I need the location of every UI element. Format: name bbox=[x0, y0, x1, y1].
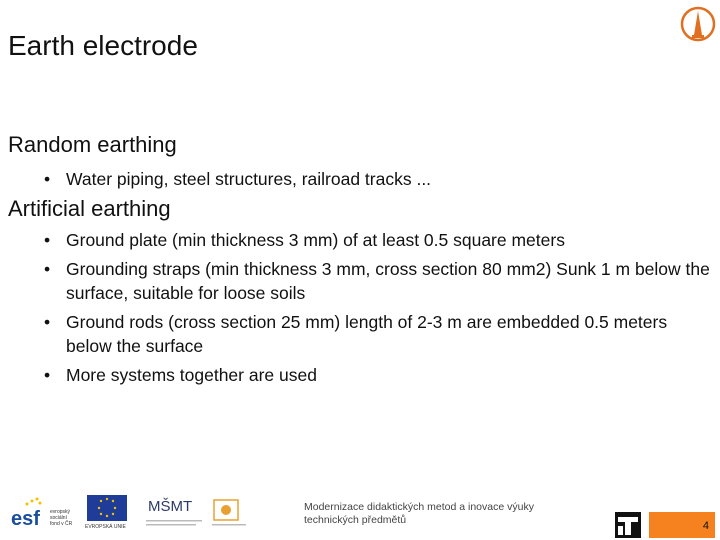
list-item bbox=[44, 310, 714, 358]
list-item bbox=[44, 167, 714, 191]
bullet-icon: • bbox=[44, 365, 51, 385]
footer-text-line: technických předmětů bbox=[304, 514, 407, 526]
eu-flag-icon bbox=[84, 494, 136, 530]
bullet-icon: • bbox=[44, 259, 51, 279]
esf-small-text: fond v ČR bbox=[50, 521, 73, 527]
list-item bbox=[44, 228, 714, 252]
artificial-earthing-list bbox=[44, 228, 714, 392]
msmt-logo-text: MŠMT bbox=[148, 498, 193, 515]
list-item-text: Ground plate (min thickness 3 mm) of at least 0.5 square meters bbox=[66, 230, 565, 250]
eu-logo-text: EVROPSKÁ UNIE bbox=[85, 524, 126, 530]
section-heading-artificial-earthing: Artificial earthing bbox=[8, 196, 171, 221]
list-item bbox=[44, 257, 714, 305]
footer-text-line: Modernizace didaktických metod a inovace výuky bbox=[304, 501, 534, 513]
bullet-icon: • bbox=[44, 230, 51, 250]
university-logo-icon bbox=[615, 512, 641, 538]
page-number: 4 bbox=[702, 520, 709, 532]
esf-small-text: sociální bbox=[50, 515, 67, 521]
esf-small-text: evropský bbox=[50, 509, 71, 515]
esf-logo-text: esf bbox=[11, 508, 40, 530]
section-heading-random-earthing: Random earthing bbox=[8, 132, 177, 157]
footer-project-text bbox=[304, 501, 564, 527]
list-item bbox=[44, 363, 714, 387]
list-item-text: More systems together are used bbox=[66, 365, 317, 385]
list-item-text: Grounding straps (min thickness 3 mm, cross section 80 mm2) Sunk 1 m below the surface, suitable for loose soils bbox=[66, 259, 710, 303]
msmt-logo-icon bbox=[144, 494, 206, 530]
esf-logo-icon bbox=[10, 494, 78, 530]
bullet-icon: • bbox=[44, 312, 51, 332]
random-earthing-list bbox=[44, 167, 714, 196]
university-emblem-icon bbox=[679, 5, 717, 45]
bullet-icon: • bbox=[44, 169, 51, 189]
op-logo-icon bbox=[210, 494, 250, 530]
list-item-text: Water piping, steel structures, railroad tracks ... bbox=[66, 169, 432, 189]
page-number-badge bbox=[649, 512, 715, 538]
list-item-text: Ground rods (cross section 25 mm) length of 2-3 m are embedded 0.5 meters below the surface bbox=[66, 312, 668, 356]
slide-title: Earth electrode bbox=[8, 30, 198, 61]
